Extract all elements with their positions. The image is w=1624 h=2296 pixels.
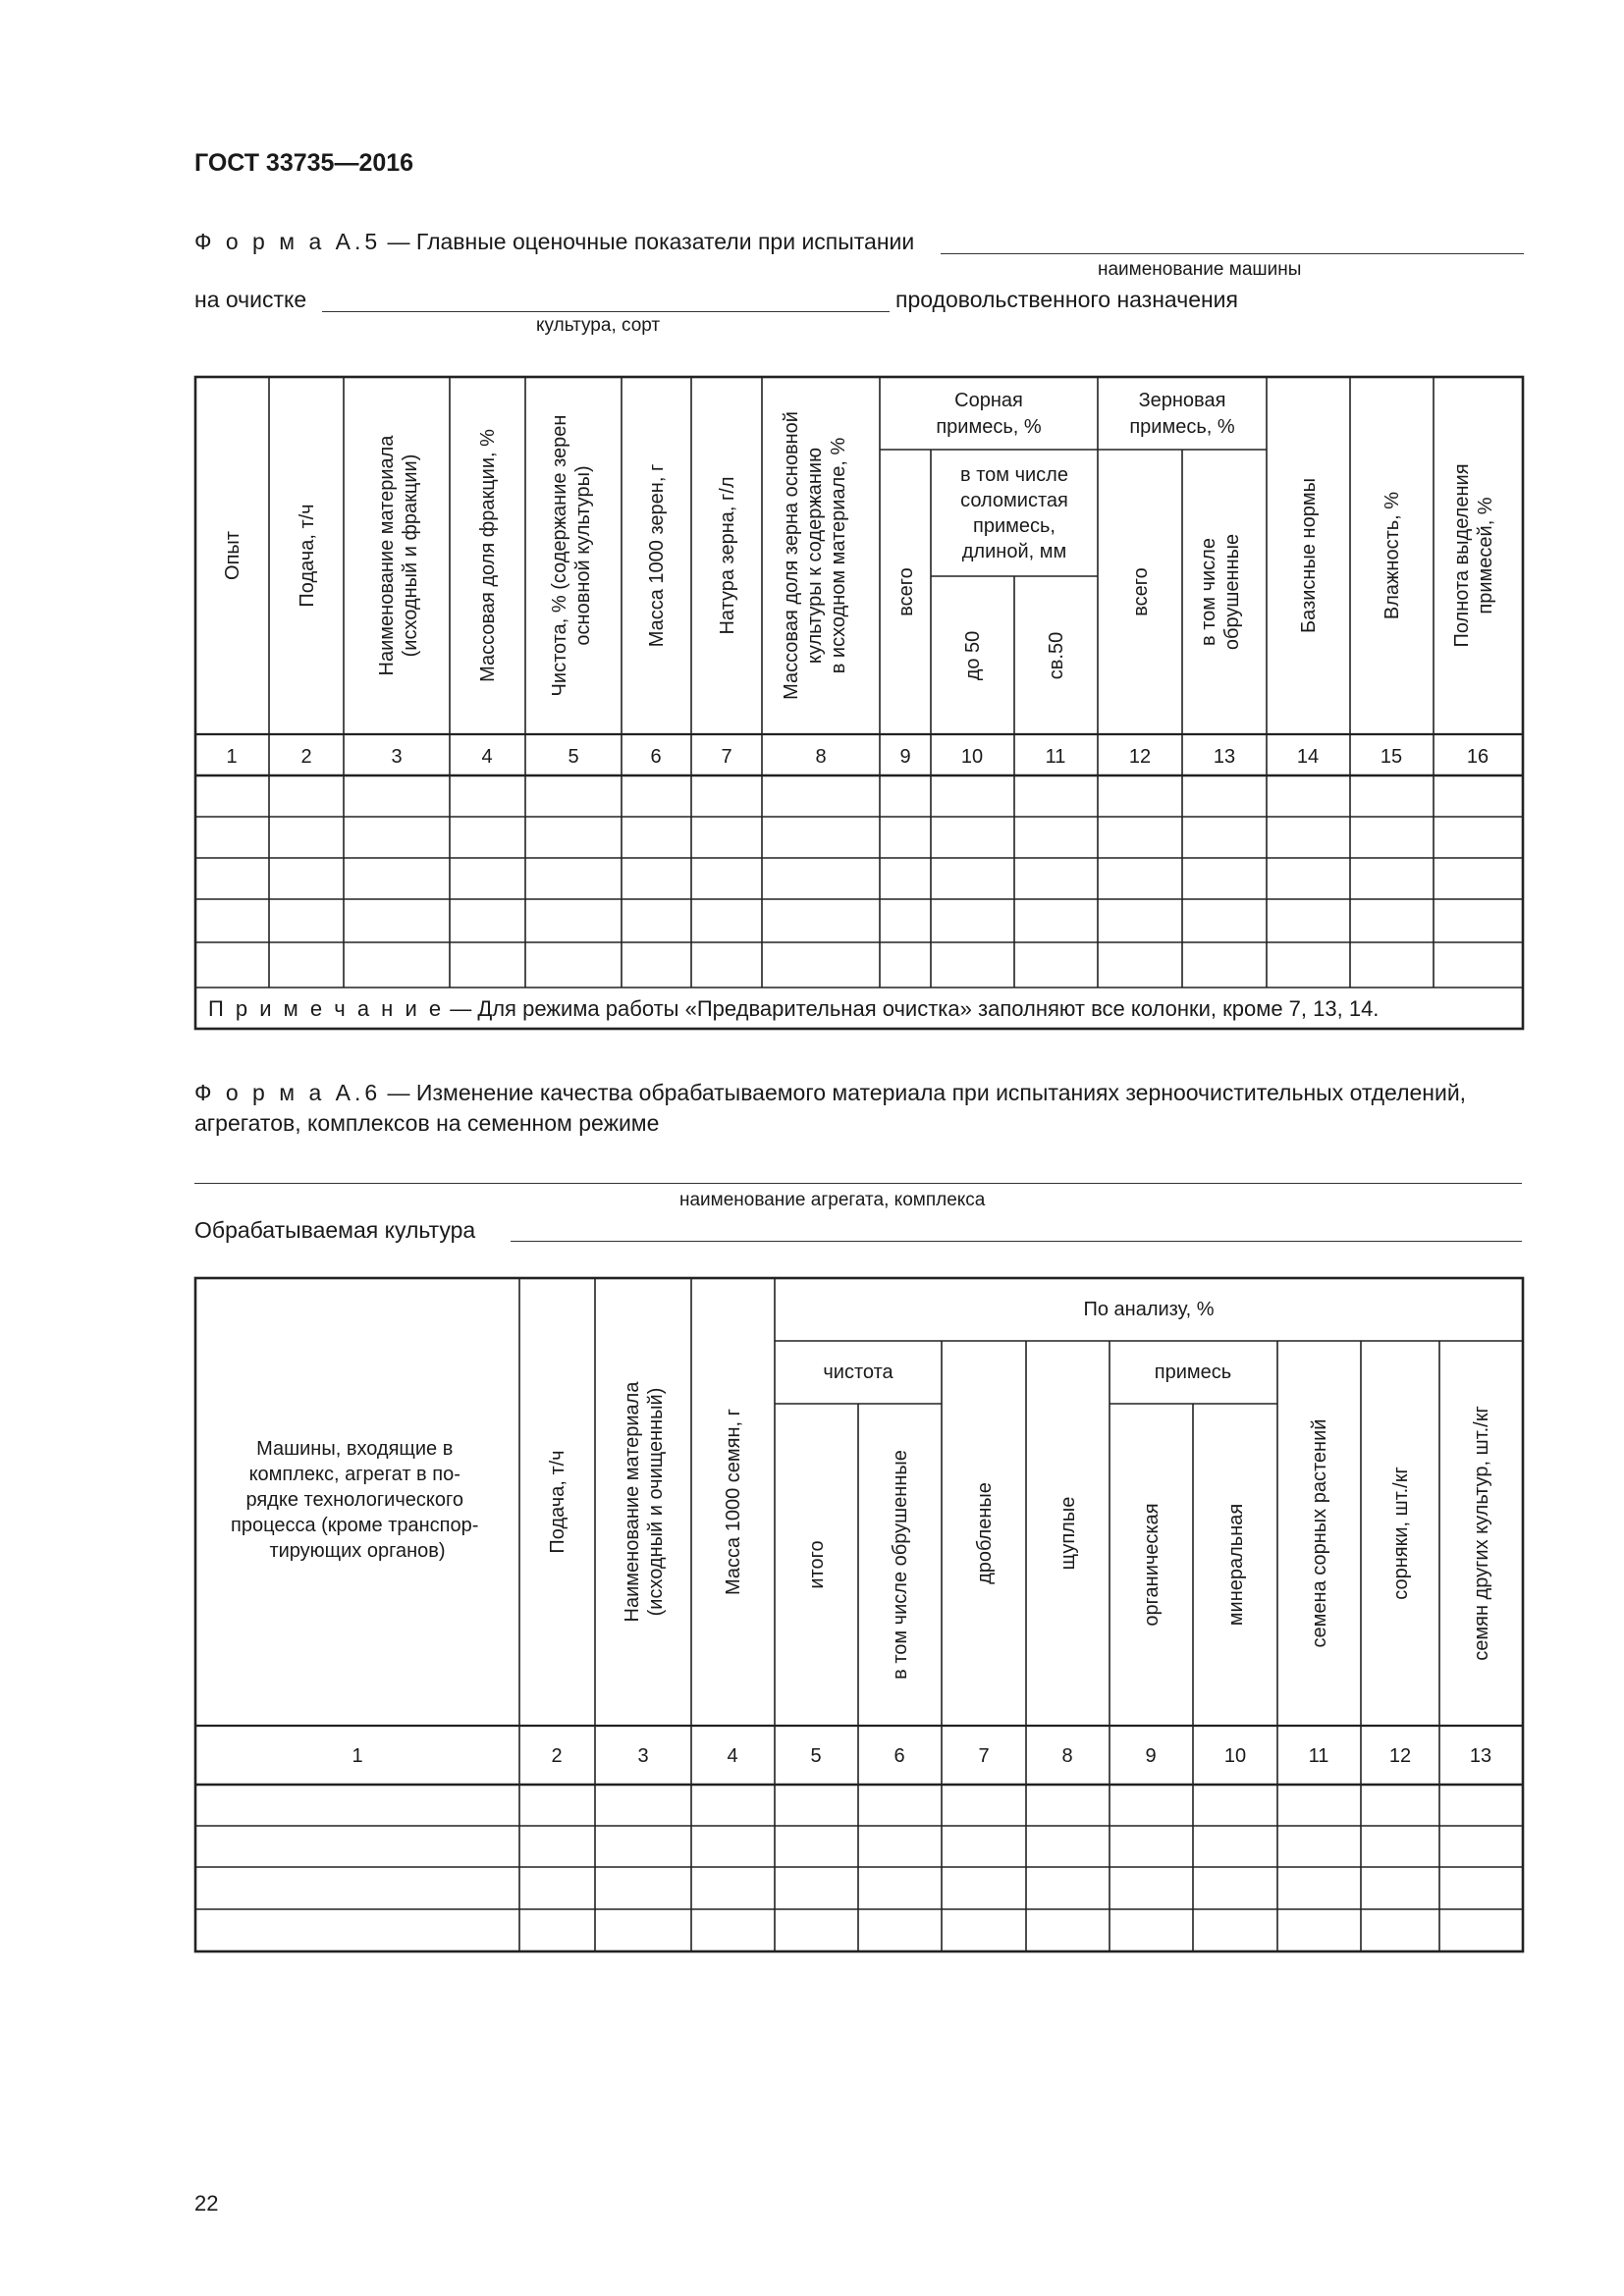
- a5-col-experiment: Опыт: [222, 531, 244, 580]
- a6-num-6: 6: [893, 1745, 905, 1767]
- culture-label: Обрабатываемая культура: [194, 1217, 476, 1243]
- a6-col-puny: щуплые: [1057, 1496, 1079, 1571]
- a5-col-main-grain-share: Массовая доля зерна основной культуры к содержанию в исходном материале, %: [781, 411, 849, 700]
- a6-num-4: 4: [727, 1745, 738, 1767]
- a6-col-purity-hulled: в том числе обрушенные: [890, 1450, 911, 1680]
- caption-machine-name: наименование машины: [1098, 259, 1302, 280]
- a6-col-feed: Подача, т/ч: [547, 1450, 568, 1554]
- a5-col-over50: св.50: [1046, 631, 1067, 680]
- a6-col-purity-total: итого: [806, 1540, 828, 1589]
- a6-col-organic: органическая: [1141, 1503, 1163, 1627]
- a5-group-weed: Сорная примесь, %: [936, 390, 1042, 438]
- a6-col-crushed: дробленые: [974, 1482, 996, 1584]
- a6-num-9: 9: [1145, 1745, 1157, 1767]
- document-code: ГОСТ 33735—2016: [194, 149, 414, 177]
- a5-col-purity: Чистота, % (содержание зерен основной культуры): [549, 414, 594, 697]
- a6-col-weeds: сорняки, шт./кг: [1390, 1467, 1412, 1600]
- a5-col-material-name: Наименование материала (исходный и фракции): [376, 435, 421, 676]
- a5-num-11: 11: [1045, 746, 1066, 768]
- a6-col-mass-1000: Масса 1000 семян, г: [723, 1409, 744, 1595]
- page-number: 22: [194, 2191, 219, 2216]
- a5-col-weed-total: всего: [895, 567, 917, 616]
- a5-col-grain-nature: Натура зерна, г/л: [717, 476, 738, 635]
- a6-num-3: 3: [637, 1745, 649, 1767]
- a6-col-weed-seeds: семена сорных растений: [1309, 1418, 1330, 1648]
- a5-col-grain-total: всего: [1130, 567, 1152, 616]
- form-a6-title-line2: агрегатов, комплексов на семенном режиме: [194, 1110, 660, 1136]
- a5-col-humidity: Влажность, %: [1381, 491, 1403, 620]
- a5-num-10: 10: [960, 746, 984, 768]
- form-a5-line2-prefix: на очистке: [194, 287, 307, 312]
- a6-group-analysis: По анализу, %: [1083, 1299, 1215, 1320]
- a5-num-12: 12: [1128, 746, 1152, 768]
- a6-num-10: 10: [1223, 1745, 1247, 1767]
- a6-col-material-name: Наименование материала (исходный и очищенный): [622, 1381, 667, 1623]
- a5-col-upto50: до 50: [962, 630, 984, 681]
- a5-num-9: 9: [899, 746, 911, 768]
- a5-col-grain-hulled: в том числе обрушенные: [1198, 533, 1243, 651]
- a6-group-purity: чистота: [823, 1362, 893, 1383]
- form-a6-title-text: — Изменение качества обрабатываемого материала при испытаниях зерноочистительных отделений,: [381, 1080, 1467, 1105]
- a5-num-1: 1: [226, 746, 238, 768]
- form-a5-title-text: — Главные оценочные показатели при испытании: [381, 229, 915, 254]
- a5-num-8: 8: [815, 746, 827, 768]
- a6-num-5: 5: [810, 1745, 822, 1767]
- a5-num-4: 4: [481, 746, 493, 768]
- a5-num-13: 13: [1213, 746, 1236, 768]
- a6-number-row: [352, 1745, 1491, 1767]
- a5-col-feed: Подача, т/ч: [297, 504, 318, 608]
- a5-note-label: П р и м е ч а н и е: [208, 996, 445, 1021]
- a5-num-7: 7: [721, 746, 732, 768]
- a5-num-16: 16: [1466, 746, 1489, 768]
- a5-group-weed-sub: в том числе соломистая примесь, длиной, мм: [960, 464, 1068, 562]
- a6-num-12: 12: [1388, 1745, 1412, 1767]
- a6-num-7: 7: [978, 1745, 990, 1767]
- a6-num-1: 1: [352, 1745, 363, 1767]
- a6-num-11: 11: [1308, 1745, 1329, 1767]
- form-a6-title-prefix: Ф о р м а А.6: [194, 1080, 382, 1105]
- a6-group-impurity: примесь: [1154, 1362, 1232, 1383]
- a5-col-mass-1000: Масса 1000 зерен, г: [646, 463, 668, 648]
- a6-num-2: 2: [551, 1745, 563, 1767]
- form-a5-line2-suffix: продовольственного назначения: [895, 287, 1238, 312]
- a6-num-8: 8: [1061, 1745, 1073, 1767]
- a5-group-grain: Зерновая примесь, %: [1129, 390, 1235, 438]
- a6-col-other-seeds: семян других культур, шт./кг: [1471, 1406, 1492, 1661]
- a5-num-15: 15: [1380, 746, 1403, 768]
- a6-col-machines: Машины, входящие в комплекс, агрегат в по- рядке технологического процесса (кроме транспор- тирующих органов): [231, 1438, 479, 1562]
- a5-col-base-norms: Базисные нормы: [1298, 478, 1320, 633]
- a5-note-text: — Для режима работы «Предварительная очистка» заполняют все колонки, кроме 7, 13, 14.: [444, 996, 1380, 1021]
- a5-col-fraction-share: Массовая доля фракции, %: [477, 429, 499, 682]
- a5-num-6: 6: [650, 746, 662, 768]
- a5-num-14: 14: [1296, 746, 1320, 768]
- caption-culture-variety: культура, сорт: [536, 315, 661, 336]
- a5-num-3: 3: [391, 746, 403, 768]
- caption-aggregate-name: наименование агрегата, комплекса: [679, 1190, 986, 1210]
- a6-col-mineral: минеральная: [1225, 1503, 1247, 1627]
- a6-num-13: 13: [1469, 1745, 1492, 1767]
- a5-num-2: 2: [300, 746, 312, 768]
- a5-col-removal-completeness: Полнота выделения примесей, %: [1451, 463, 1496, 648]
- form-a5-title-prefix: Ф о р м а А.5: [194, 229, 382, 254]
- a5-num-5: 5: [568, 746, 579, 768]
